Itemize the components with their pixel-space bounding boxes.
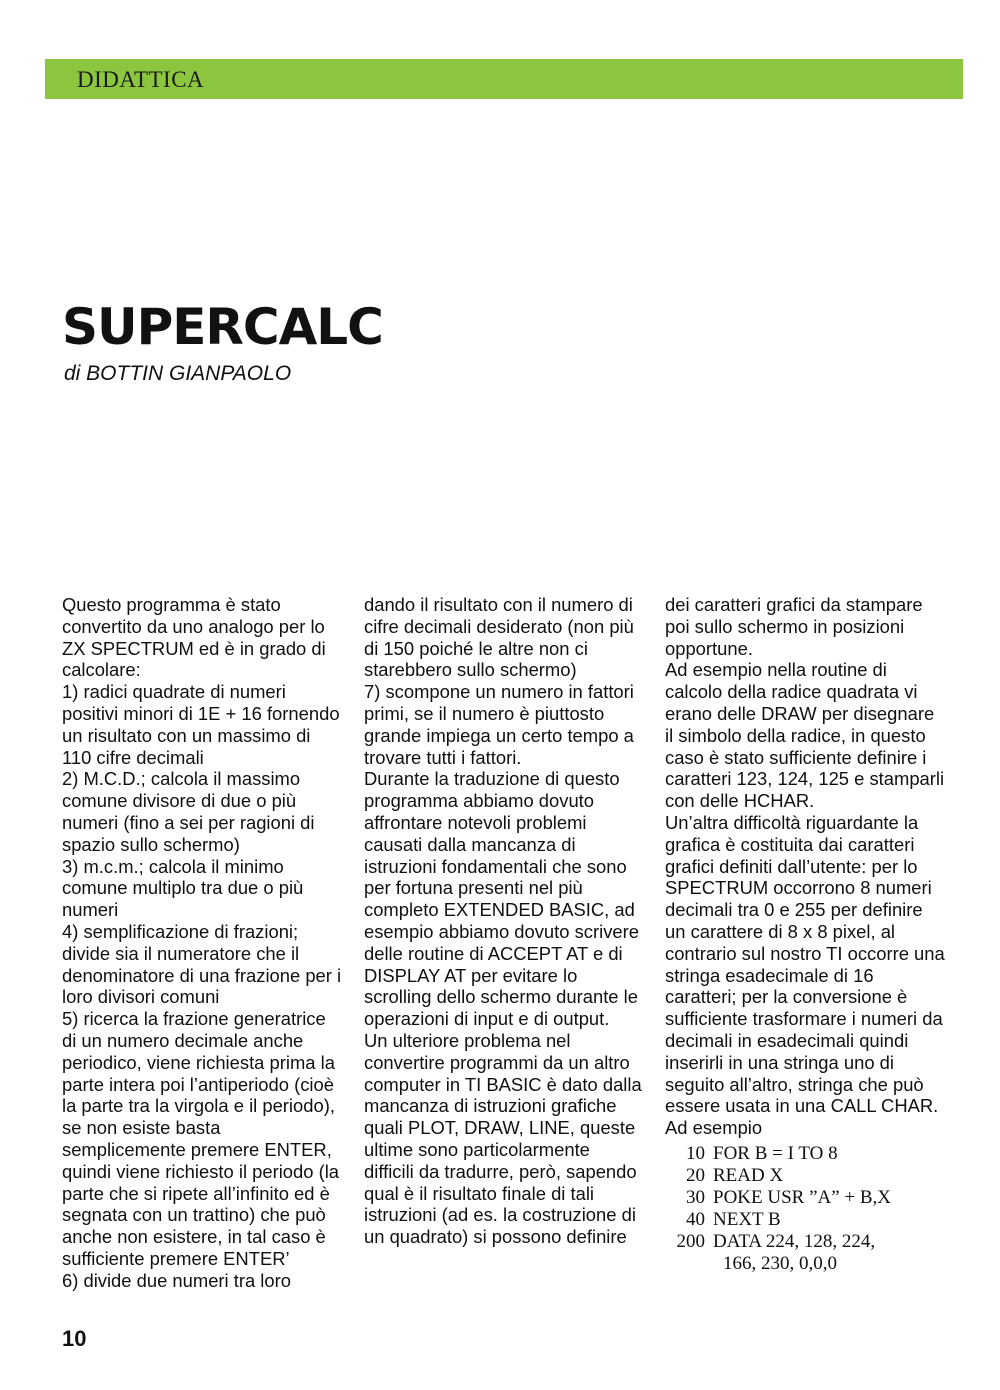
paragraph: 6) divide due numeri tra loro [62, 1269, 291, 1291]
paragraph: 3) m.c.m.; calcola il minimo comune multiplo tra due o più numeri [62, 855, 304, 921]
paragraph: Un’altra difficoltà riguardante la grafica è costituita dai caratteri grafici definiti dall’utente: per lo SPECTRUM occorrono 8 numeri decimali tra 0 e 255 per definire un carattere di 8 x 8 pixel, al contrario sul nostro TI occorre una stringa esadecimale di 16 caratteri; per la conversione è sufficiente trasformare i numeri da decimali in esadecimali quindi inserirli in una stringa uno di seguito all’altro, stringa che può essere usata in una CALL CHAR. [665, 811, 945, 1117]
paragraph: 1) radici quadrate di numeri positivi minori di 1E + 16 fornendo un risultato con un massimo di 110 cifre decimali [62, 681, 340, 768]
code-line-number: 200 [676, 1230, 705, 1252]
code-line [665, 1187, 947, 1209]
code-line-number: 30 [686, 1186, 705, 1208]
paragraph: Ad esempio nella routine di calcolo della radice quadrata vi erano delle DRAW per disegnare il simbolo della radice, in questo caso è stato sufficiente definire i caratteri 123, 124, 125 e stamparli con delle HCHAR. [665, 659, 945, 812]
text-column-2 [364, 594, 644, 1248]
code-listing [665, 1143, 947, 1275]
code-line-number: 40 [686, 1208, 705, 1230]
code-line-number: 10 [686, 1142, 705, 1164]
paragraph: 7) scompone un numero in fattori primi, se il numero è piuttosto grande impiega un certo tempo a trovare tutti i fattori. [364, 681, 634, 768]
paragraph: Durante la traduzione di questo programma abbiamo dovuto affrontare notevoli problemi causati dalla mancanza di istruzioni fondamentali che sono per fortuna presenti nel più completo EXTENDED BASIC, ad esempio abbiamo dovuto scrivere delle routine di ACCEPT AT e di DISPLAY AT per evitare lo scrolling dello schermo durante le operazioni di input e di output. [364, 768, 639, 1030]
paragraph: 2) M.C.D.; calcola il massimo comune divisore di due o più numeri (fino a sei per ragioni di spazio sullo schermo) [62, 768, 315, 855]
code-statement: FOR B = I TO 8 [713, 1142, 838, 1164]
paragraph: dei caratteri grafici da stampare poi sullo schermo in posizioni opportune. [665, 594, 923, 659]
code-line [665, 1209, 947, 1231]
code-statement: DATA 224, 128, 224, [713, 1230, 876, 1252]
paragraph: Un ulteriore problema nel convertire programmi da un altro computer in TI BASIC è dato dalla mancanza di istruzioni grafiche quali PLOT, DRAW, LINE, queste ultime sono particolarmente difficili da tradurre, però, sapendo qual è il risultato finale di tali istruzioni (ad es. la costruzione di un quadrato) si possono definire [364, 1029, 642, 1248]
section-header-bar [45, 59, 963, 99]
code-line [665, 1165, 947, 1187]
code-statement: NEXT B [713, 1208, 781, 1230]
text-column-1 [62, 594, 342, 1292]
paragraph: 5) ricerca la frazione generatrice di un numero decimale anche periodico, viene richiesta prima la parte intera poi l’antiperiodo (cioè la parte tra la virgola e il periodo), se non esiste basta semplicemente premere ENTER, quindi viene richiesto il periodo (la parte che si ripete all’infinito ed è segnata con un trattino) che può anche non esistere, in tal caso è sufficiente premere ENTER’ [62, 1008, 340, 1269]
text-column-3 [665, 594, 947, 1275]
paragraph: Questo programma è stato convertito da uno analogo per lo ZX SPECTRUM ed è in grado di calcolare: [62, 594, 326, 681]
paragraph: dando il risultato con il numero di cifre decimali desiderato (non più di 150 poiché le altre non ci starebbero sullo schermo) [364, 594, 634, 681]
paragraph: 4) semplificazione di frazioni; divide sia il numeratore che il denominatore di una frazione per i loro divisori comuni [62, 920, 342, 1008]
article-title: SUPERCALC [62, 298, 383, 356]
page-number: 10 [62, 1326, 87, 1351]
article-byline: di BOTTIN GIANPAOLO [64, 362, 292, 385]
paragraph: Ad esempio [665, 1117, 763, 1139]
code-line-number: 20 [686, 1164, 705, 1186]
code-statement: POKE USR ”A” + B,X [713, 1186, 892, 1208]
section-label: DIDATTICA [77, 67, 205, 92]
code-statement: READ X [713, 1164, 784, 1186]
code-line [665, 1231, 947, 1253]
code-continuation: 166, 230, 0,0,0 [723, 1252, 837, 1274]
code-line [665, 1143, 947, 1165]
